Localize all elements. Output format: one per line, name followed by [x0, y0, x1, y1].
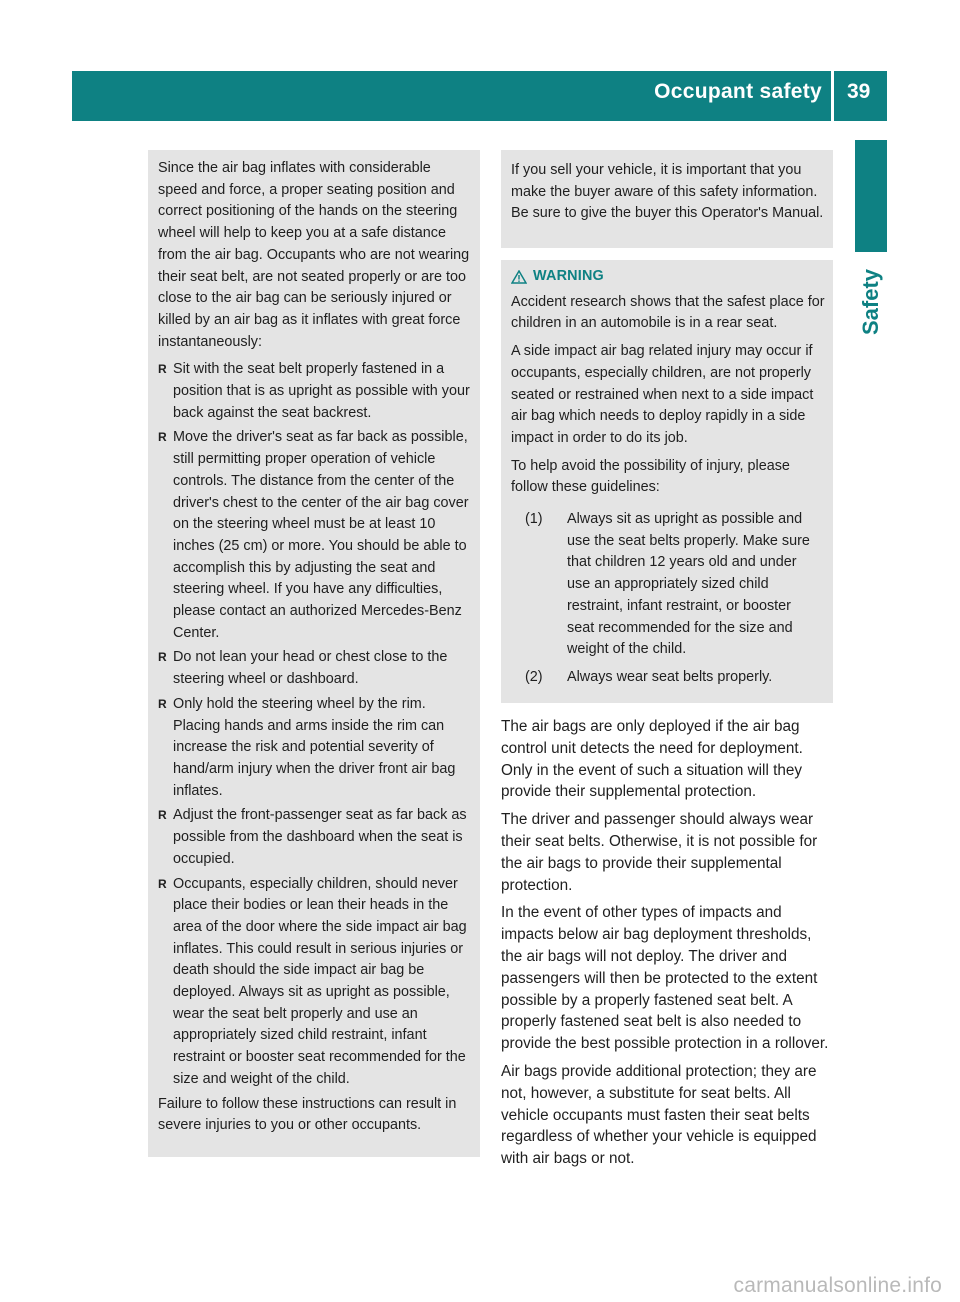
warning-paragraph: A side impact air bag related injury may occur if occupants, especially children, are not properly seated or restrained when next to a side impact air bag which needs to deploy rapidly in a side impact in order to do its job.	[511, 343, 814, 446]
list-item	[511, 509, 828, 661]
list-item: R Move the driver's seat as far back as possible, still permitting proper operation of vehicle controls. The distance from the center of the driver's chest to the center of the air bag cover on the steering wheel must be at least 10 inches (25 cm) or more. You should be able to accomplish this by adjusting the seat and steering wheel. If you have any difficulties, please contact an authorized Mercedes-Benz Center.	[158, 429, 469, 641]
page-number: 39	[847, 80, 871, 103]
body-paragraph: The air bags are only deployed if the air bag control unit detects the need for deployment. Only in the event of such a situation will they provide their supplemental protection.	[501, 718, 803, 801]
bullet-icon: R	[158, 696, 167, 711]
list-item: R Sit with the seat belt properly fastened in a position that is as upright as possible with your back against the seat backrest.	[158, 361, 470, 421]
resale-info-text: If you sell your vehicle, it is important that you make the buyer aware of this safety information. Be sure to give the buyer this Operator's Manual.	[511, 162, 824, 222]
intro-paragraph: Since the air bag inflates with considerable speed and force, a proper seating position and correct positioning of the hands on the steering wheel will help to keep you at a safe distance from the air bag. Occupants who are not wearing their seat belt, are not seated properly or are too close to the air bag can be seriously injured or killed by an air bag as it inflates with great force instantaneously:	[158, 160, 470, 350]
list-item	[511, 667, 828, 689]
warning-header	[511, 266, 828, 288]
list-item: R Only hold the steering wheel by the rim. Placing hands and arms inside the rim can increase the risk and potential severity of hand/arm injury when the driver front air bag inflates.	[158, 695, 456, 799]
instruction-list	[158, 359, 473, 1090]
bullet-icon: R	[158, 650, 167, 665]
warning-box	[501, 260, 833, 703]
body-paragraph: The driver and passenger should always wear their seat belts. Otherwise, it is not possible for the air bags to provide their supplemental protection.	[501, 811, 818, 894]
list-item: R Occupants, especially children, should never place their bodies or lean their heads in the area of the door where the side impact air bag inflates. This could result in serious injuries or death should the side impact air bag be deployed. Always sit as upright as possible, wear the seat belt properly and use an appropriately sized child restraint, infant restraint or booster seat recommended for the size and weight of the child.	[158, 875, 467, 1087]
step-text: Always sit as upright as possible and use the seat belts properly. Make sure that children 12 years old and under use an appropriately sized child restraint, infant restraint, or booster seat recommended for the size and weight of the child.	[567, 511, 810, 658]
list-item: R Do not lean your head or chest close to the steering wheel or dashboard.	[158, 649, 448, 688]
body-text	[501, 716, 835, 1176]
bullet-icon: R	[158, 430, 167, 445]
guideline-list	[511, 509, 828, 689]
resale-info-box	[501, 150, 833, 248]
body-paragraph: Air bags provide additional protection; they are not, however, a substitute for seat belts. All vehicle occupants must fasten their seat belts regardless of whether your vehicle is equipped with air bags or not.	[501, 1062, 817, 1168]
safety-instructions-box	[148, 150, 480, 1157]
bullet-icon: R	[158, 362, 167, 377]
step-number: (1)	[525, 511, 543, 528]
header-divider	[831, 71, 834, 121]
section-title: Occupant safety	[654, 80, 822, 103]
bullet-icon: R	[158, 808, 167, 823]
body-paragraph: In the event of other types of impacts and impacts below air bag deployment thresholds, the air bags will not deploy. The driver and passengers will then be protected to the extent possible by a properly fastened seat belt. A properly fastened seat belt is also needed to provide the best possible protection in a rollover.	[501, 904, 829, 1053]
watermark: carmanualsonline.info	[733, 1274, 942, 1297]
bullet-icon: R	[158, 876, 167, 891]
chapter-tab-safety[interactable]: Safety	[858, 268, 883, 336]
step-number: (2)	[525, 668, 543, 685]
closing-paragraph: Failure to follow these instructions can result in severe injuries to you or other occupants.	[158, 1095, 457, 1134]
warning-paragraph: To help avoid the possibility of injury, please follow these guidelines:	[511, 457, 790, 496]
side-color-block	[855, 140, 887, 252]
list-item: R Adjust the front-passenger seat as far back as possible from the dashboard when the seat is occupied.	[158, 807, 467, 867]
warning-title: WARNING	[533, 268, 604, 284]
warning-paragraph: Accident research shows that the safest place for children in an automobile is in a rear seat.	[511, 293, 825, 332]
step-text: Always wear seat belts properly.	[567, 668, 773, 685]
warning-triangle-icon	[511, 270, 527, 284]
